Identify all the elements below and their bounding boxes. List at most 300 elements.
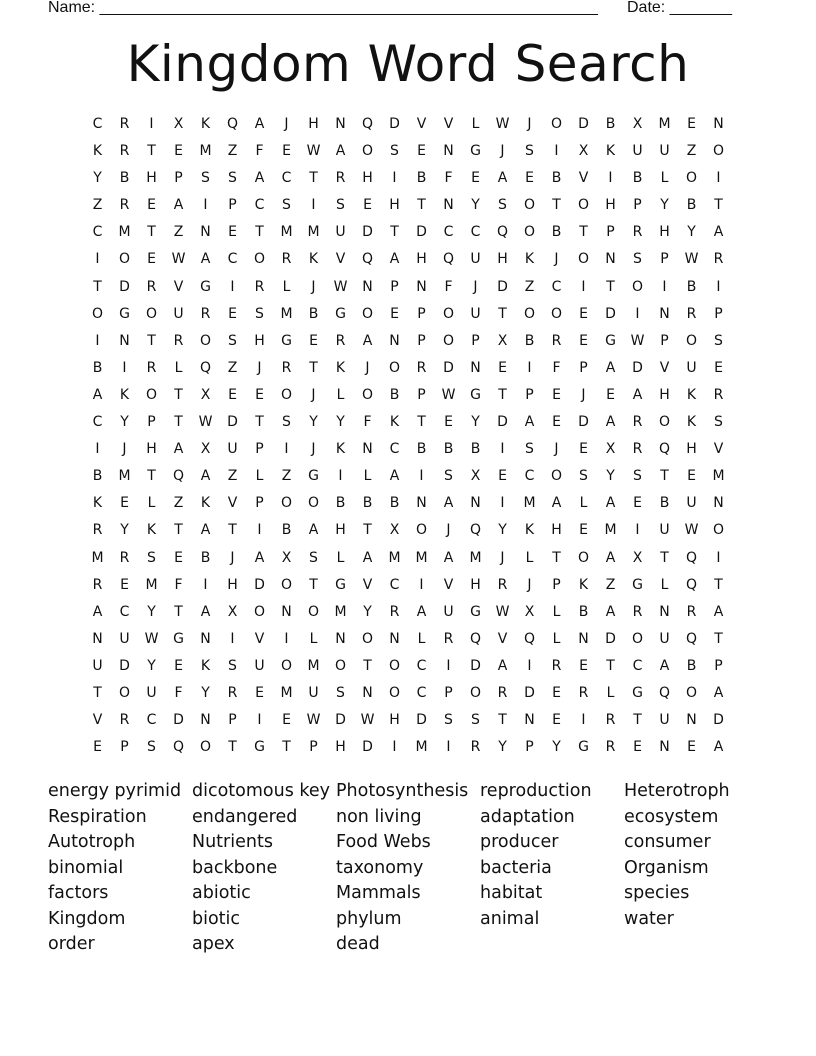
grid-letter: I <box>527 359 532 376</box>
grid-letter: R <box>605 739 616 756</box>
grid-letter: C <box>92 116 103 132</box>
grid-letter: R <box>92 576 103 593</box>
grid-letter: X <box>497 332 508 349</box>
grid-letter: I <box>203 576 208 593</box>
grid-letter: J <box>554 441 559 458</box>
grid-letter: K <box>605 143 616 160</box>
grid-letter: A <box>92 386 103 403</box>
grid-letter: O <box>388 684 401 701</box>
grid-letter: U <box>227 441 238 458</box>
grid-letter: T <box>93 278 102 295</box>
grid-letter: A <box>713 684 724 701</box>
grid-letter: R <box>119 549 130 566</box>
name-field: Name: ________________________________________________________ <box>48 0 598 16</box>
grid-letter: N <box>362 441 373 458</box>
grid-letter: S <box>228 657 237 674</box>
word-bank-item: order <box>48 934 95 954</box>
grid-letter: R <box>92 522 103 539</box>
grid-letter: K <box>92 495 103 512</box>
grid-letter: N <box>200 224 211 241</box>
grid-letter: Q <box>685 630 698 647</box>
grid-letter: T <box>498 386 507 403</box>
grid-letter: I <box>500 495 505 512</box>
grid-letter: O <box>658 414 671 431</box>
grid-letter: M <box>280 224 293 241</box>
grid-letter: T <box>309 170 318 187</box>
grid-letter: H <box>470 576 481 593</box>
grid-letter: E <box>498 468 507 485</box>
grid-letter: I <box>608 170 613 187</box>
grid-letter: T <box>417 197 426 214</box>
grid-letter: I <box>419 576 424 593</box>
grid-letter: B <box>281 522 292 539</box>
grid-letter: O <box>712 143 725 160</box>
grid-letter: T <box>714 197 723 214</box>
grid-letter: J <box>122 441 127 458</box>
grid-letter: U <box>686 495 697 512</box>
grid-letter: O <box>361 630 374 647</box>
grid-letter: N <box>713 495 724 512</box>
grid-letter: U <box>146 684 157 701</box>
grid-letter: E <box>498 359 507 376</box>
grid-letter: K <box>92 143 103 160</box>
grid-letter: O <box>631 630 644 647</box>
grid-letter: E <box>633 739 642 756</box>
grid-letter: O <box>712 522 725 539</box>
grid-letter: A <box>713 739 724 756</box>
grid-letter: A <box>443 549 454 566</box>
grid-letter: R <box>281 359 292 376</box>
grid-letter: A <box>362 332 373 349</box>
grid-letter: E <box>606 386 615 403</box>
grid-letter: L <box>552 630 561 647</box>
grid-letter: T <box>660 468 669 485</box>
grid-letter: V <box>443 116 454 132</box>
grid-letter: O <box>523 305 536 322</box>
grid-letter: K <box>686 386 697 403</box>
grid-letter: T <box>417 414 426 431</box>
grid-letter: P <box>255 441 264 458</box>
grid-letter: X <box>632 549 643 566</box>
grid-letter: T <box>552 197 561 214</box>
grid-letter: B <box>416 441 427 458</box>
grid-letter: E <box>228 386 237 403</box>
grid-letter: T <box>309 576 318 593</box>
grid-letter: I <box>635 522 640 539</box>
grid-letter: T <box>633 712 642 729</box>
grid-letter: E <box>363 197 372 214</box>
grid-letter: H <box>227 576 238 593</box>
grid-letter: V <box>173 278 184 295</box>
grid-letter: W <box>360 712 375 729</box>
grid-letter: I <box>257 712 262 729</box>
grid-letter: V <box>335 251 346 268</box>
word-bank-item: Food Webs <box>336 832 431 852</box>
grid-letter: B <box>659 495 670 512</box>
grid-letter: P <box>525 386 534 403</box>
grid-letter: Z <box>227 143 238 160</box>
grid-letter: N <box>335 116 346 132</box>
grid-letter: D <box>119 278 130 295</box>
grid-letter: Y <box>93 170 102 187</box>
grid-letter: D <box>416 712 427 729</box>
grid-letter: E <box>174 657 183 674</box>
grid-letter: K <box>524 522 535 539</box>
grid-letter: A <box>416 603 427 620</box>
grid-letter: O <box>118 251 131 268</box>
grid-letter: Z <box>605 576 616 593</box>
grid-letter: V <box>713 441 724 458</box>
grid-letter: E <box>417 143 426 160</box>
grid-letter: E <box>552 414 561 431</box>
grid-letter: P <box>390 278 399 295</box>
grid-letter: A <box>362 549 373 566</box>
grid-letter: M <box>415 549 428 566</box>
grid-letter: O <box>91 305 104 322</box>
grid-letter: H <box>686 441 697 458</box>
grid-letter: A <box>173 197 184 214</box>
grid-letter: J <box>581 386 586 403</box>
grid-letter: L <box>147 495 156 512</box>
grid-letter: E <box>552 684 561 701</box>
grid-letter: T <box>660 549 669 566</box>
grid-letter: N <box>200 630 211 647</box>
grid-letter: P <box>309 739 318 756</box>
word-bank-item: Heterotroph <box>624 781 730 801</box>
grid-letter: I <box>311 197 316 214</box>
grid-letter: I <box>122 359 127 376</box>
grid-letter: Z <box>227 468 238 485</box>
grid-letter: M <box>199 143 212 160</box>
grid-letter: U <box>659 712 670 729</box>
grid-letter: N <box>389 630 400 647</box>
grid-letter: G <box>254 739 265 756</box>
grid-letter: B <box>686 197 697 214</box>
grid-letter: N <box>389 332 400 349</box>
grid-letter: E <box>174 143 183 160</box>
grid-letter: R <box>470 739 481 756</box>
word-bank-item: dicotomous key <box>192 781 331 801</box>
grid-letter: R <box>119 143 130 160</box>
grid-letter: U <box>632 143 643 160</box>
grid-letter: I <box>716 170 721 187</box>
grid-letter: A <box>254 549 265 566</box>
grid-letter: D <box>524 684 535 701</box>
grid-letter: N <box>443 143 454 160</box>
grid-letter: W <box>630 332 645 349</box>
grid-letter: J <box>473 278 478 295</box>
grid-letter: G <box>470 603 481 620</box>
grid-letter: U <box>119 630 130 647</box>
grid-letter: I <box>95 441 100 458</box>
word-bank-item: habitat <box>480 883 543 903</box>
grid-letter: I <box>95 332 100 349</box>
grid-letter: D <box>362 224 373 241</box>
grid-letter: G <box>281 332 292 349</box>
grid-letter: B <box>362 495 373 512</box>
grid-letter: V <box>659 359 670 376</box>
grid-letter: O <box>685 170 698 187</box>
grid-letter: B <box>389 495 400 512</box>
grid-letter: P <box>147 414 156 431</box>
grid-letter: B <box>308 305 319 322</box>
grid-letter: O <box>550 305 563 322</box>
grid-letter: J <box>446 522 451 539</box>
grid-letter: G <box>200 278 211 295</box>
grid-letter: E <box>687 468 696 485</box>
grid-letter: Y <box>471 197 480 214</box>
grid-letter: P <box>417 386 426 403</box>
grid-letter: U <box>659 143 670 160</box>
grid-letter: Y <box>120 522 129 539</box>
word-bank-item: bacteria <box>480 857 552 878</box>
grid-letter: S <box>336 197 345 214</box>
grid-letter: C <box>389 441 400 458</box>
grid-letter: L <box>606 684 615 701</box>
grid-letter: G <box>335 576 346 593</box>
grid-letter: A <box>200 522 211 539</box>
grid-letter: R <box>551 657 562 674</box>
grid-letter: U <box>470 305 481 322</box>
grid-letter: T <box>552 549 561 566</box>
grid-letter: A <box>443 495 454 512</box>
grid-letter: J <box>230 549 235 566</box>
grid-letter: K <box>308 251 319 268</box>
grid-letter: L <box>309 630 318 647</box>
grid-letter: V <box>92 712 103 729</box>
grid-letter: M <box>307 224 320 241</box>
word-bank-item: water <box>624 908 674 929</box>
grid-letter: E <box>309 332 318 349</box>
grid-letter: R <box>497 576 508 593</box>
grid-letter: N <box>659 739 670 756</box>
grid-letter: D <box>497 414 508 431</box>
grid-letter: O <box>280 495 293 512</box>
grid-letter: B <box>443 441 454 458</box>
grid-letter: S <box>282 414 291 431</box>
grid-letter: I <box>581 712 586 729</box>
grid-letter: S <box>309 549 318 566</box>
word-bank-item: abiotic <box>192 883 251 903</box>
grid-letter: N <box>416 278 427 295</box>
grid-letter: E <box>687 739 696 756</box>
grid-letter: E <box>579 522 588 539</box>
grid-letter: B <box>578 603 589 620</box>
grid-letter: M <box>91 549 104 566</box>
grid-letter: G <box>308 468 319 485</box>
grid-letter: N <box>578 630 589 647</box>
grid-letter: U <box>443 603 454 620</box>
grid-letter: N <box>200 712 211 729</box>
grid-letter: A <box>173 441 184 458</box>
grid-letter: C <box>281 170 292 187</box>
grid-letter: Q <box>226 116 239 132</box>
grid-letter: C <box>254 197 265 214</box>
grid-letter: D <box>416 224 427 241</box>
grid-letter: H <box>605 197 616 214</box>
grid-letter: W <box>306 143 321 160</box>
grid-letter: S <box>201 170 210 187</box>
grid-letter: C <box>470 224 481 241</box>
grid-letter: S <box>390 143 399 160</box>
word-bank-item: biotic <box>192 908 241 929</box>
grid-letter: M <box>280 684 293 701</box>
grid-letter: Y <box>147 657 156 674</box>
grid-letter: E <box>255 386 264 403</box>
grid-letter: A <box>524 414 535 431</box>
grid-letter: Z <box>686 143 697 160</box>
date-field: Date: _______ <box>627 0 732 16</box>
grid-letter: P <box>417 305 426 322</box>
word-bank-item: adaptation <box>480 806 575 827</box>
grid-letter: I <box>419 468 424 485</box>
grid-letter: P <box>714 657 723 674</box>
grid-letter: I <box>284 441 289 458</box>
word-bank-item: Respiration <box>48 806 147 827</box>
grid-letter: Y <box>309 414 318 431</box>
grid-letter: K <box>389 414 400 431</box>
grid-letter: Y <box>120 414 129 431</box>
grid-letter: N <box>119 332 130 349</box>
grid-letter: L <box>336 386 345 403</box>
grid-letter: A <box>713 603 724 620</box>
word-bank-item: energy pyrimid <box>48 781 182 801</box>
grid-letter: A <box>497 170 508 187</box>
grid-letter: K <box>524 251 535 268</box>
grid-letter: V <box>578 170 589 187</box>
grid-letter: P <box>174 170 183 187</box>
grid-letter: Z <box>173 495 184 512</box>
grid-letter: S <box>633 251 642 268</box>
grid-letter: N <box>659 305 670 322</box>
grid-letter: O <box>280 576 293 593</box>
grid-letter: L <box>417 630 426 647</box>
grid-letter: C <box>443 224 454 241</box>
grid-letter: J <box>527 576 532 593</box>
grid-letter: Q <box>496 224 509 241</box>
grid-letter: F <box>444 170 453 187</box>
word-bank-item: Photosynthesis <box>336 781 469 801</box>
grid-letter: I <box>527 657 532 674</box>
grid-letter: E <box>633 495 642 512</box>
grid-letter: T <box>390 224 399 241</box>
grid-letter: V <box>443 576 454 593</box>
grid-letter: U <box>173 305 184 322</box>
word-bank-item: Organism <box>624 857 709 878</box>
grid-letter: E <box>120 495 129 512</box>
grid-letter: D <box>470 657 481 674</box>
word-bank-item: Kingdom <box>48 908 126 929</box>
grid-letter: C <box>416 684 427 701</box>
grid-letter: W <box>198 414 213 431</box>
grid-letter: O <box>199 332 212 349</box>
grid-letter: W <box>684 251 699 268</box>
grid-letter: L <box>363 468 372 485</box>
grid-letter: M <box>118 468 131 485</box>
grid-letter: I <box>446 657 451 674</box>
grid-letter: G <box>632 684 643 701</box>
grid-letter: Q <box>469 522 482 539</box>
grid-letter: C <box>92 224 103 241</box>
grid-letter: N <box>335 630 346 647</box>
grid-letter: D <box>389 116 400 132</box>
grid-letter: Y <box>606 468 615 485</box>
grid-letter: N <box>524 712 535 729</box>
grid-letter: V <box>362 576 373 593</box>
grid-letter: S <box>336 684 345 701</box>
grid-letter: I <box>716 549 721 566</box>
grid-letter: Z <box>524 278 535 295</box>
word-bank-item: taxonomy <box>336 857 424 878</box>
grid-letter: M <box>145 576 158 593</box>
grid-letter: O <box>388 359 401 376</box>
grid-letter: T <box>714 576 723 593</box>
grid-letter: G <box>173 630 184 647</box>
grid-letter: Q <box>523 630 536 647</box>
grid-letter: R <box>200 305 211 322</box>
grid-letter: O <box>577 197 590 214</box>
grid-letter: V <box>416 116 427 132</box>
grid-letter: A <box>254 116 265 132</box>
grid-letter: D <box>173 712 184 729</box>
grid-letter: P <box>714 305 723 322</box>
word-bank-item: species <box>624 883 690 903</box>
grid-letter: X <box>227 603 238 620</box>
grid-letter: H <box>551 522 562 539</box>
grid-letter: A <box>254 170 265 187</box>
grid-letter: G <box>335 305 346 322</box>
grid-letter: E <box>390 305 399 322</box>
grid-letter: O <box>442 332 455 349</box>
grid-letter: B <box>686 278 697 295</box>
word-bank-item: ecosystem <box>624 806 719 827</box>
grid-letter: T <box>714 630 723 647</box>
grid-letter: H <box>497 251 508 268</box>
grid-letter: N <box>443 197 454 214</box>
grid-letter: O <box>577 251 590 268</box>
grid-letter: S <box>255 305 264 322</box>
grid-letter: R <box>335 332 346 349</box>
grid-letter: Y <box>336 414 345 431</box>
grid-letter: U <box>335 224 346 241</box>
grid-letter: N <box>686 712 697 729</box>
grid-letter: Q <box>199 359 212 376</box>
grid-letter: Q <box>658 684 671 701</box>
grid-letter: C <box>524 468 535 485</box>
grid-letter: P <box>120 739 129 756</box>
grid-letter: V <box>227 495 238 512</box>
grid-letter: W <box>441 386 456 403</box>
grid-letter: H <box>254 332 265 349</box>
grid-letter: R <box>173 332 184 349</box>
grid-letter: P <box>471 332 480 349</box>
grid-letter: O <box>550 116 563 132</box>
grid-letter: R <box>389 603 400 620</box>
grid-letter: I <box>635 305 640 322</box>
grid-letter: R <box>686 305 697 322</box>
grid-letter: P <box>633 197 642 214</box>
grid-letter: X <box>578 143 589 160</box>
word-bank <box>48 779 768 958</box>
grid-letter: B <box>686 657 697 674</box>
grid-letter: S <box>228 170 237 187</box>
grid-letter: M <box>118 224 131 241</box>
grid-letter: J <box>257 359 262 376</box>
grid-letter: Q <box>685 549 698 566</box>
grid-letter: R <box>227 684 238 701</box>
grid-letter: C <box>551 278 562 295</box>
grid-letter: M <box>712 468 725 485</box>
